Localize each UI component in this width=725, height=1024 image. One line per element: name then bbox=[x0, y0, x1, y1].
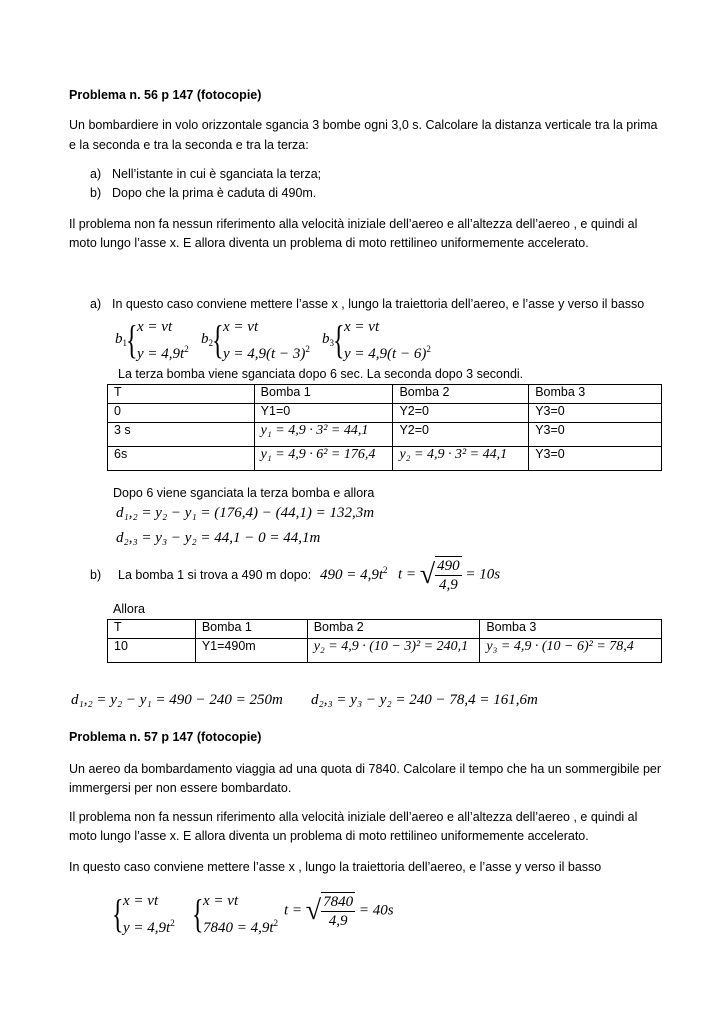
table-cell: Y2=0 bbox=[393, 423, 529, 447]
solution-b-marker: b) bbox=[90, 568, 102, 582]
system-b2-x: x = vt bbox=[223, 319, 259, 335]
final-equation-d23: d₂,₃ = y₃ − y₂ = 240 − 78,4 = 161,6m bbox=[311, 692, 538, 708]
equation-490: $490 = 4,9t^2$ bbox=[320, 565, 388, 583]
system-b1-x: x = vt bbox=[137, 319, 173, 335]
sqrt-icon: √ bbox=[419, 559, 436, 590]
table-bombe-1 bbox=[107, 384, 662, 471]
table-header-t: T bbox=[108, 385, 255, 404]
table-cell: Y3=0 bbox=[529, 404, 662, 423]
table-cell: 6s bbox=[108, 447, 255, 471]
equation-t-sqrt-490: t = √ $\frac{490}{4,9}$ = 10s bbox=[398, 558, 501, 593]
list-item-a: Nell’istante in cui è sganciata la terza; bbox=[112, 167, 322, 181]
system-b2-y: $y = 4,9(t - 3)^2$ bbox=[223, 344, 310, 362]
dopo6-text: Dopo 6 viene sganciata la terza bomba e allora bbox=[113, 486, 375, 500]
table-bombe-2 bbox=[107, 619, 662, 663]
table-cell: y₂ = 4,9 · (10 − 3)² = 240,1 bbox=[307, 639, 480, 663]
system-b2 bbox=[223, 316, 310, 360]
table-cell: 10 bbox=[108, 639, 196, 663]
table-cell: Y3=0 bbox=[529, 423, 662, 447]
table-header-bomba1: Bomba 1 bbox=[254, 385, 393, 404]
system-57b bbox=[203, 890, 278, 934]
note-line1: Il problema non fa nessun riferimento alla velocità iniziale dell’aereo e all’altezza dell’aereo , e quindi al bbox=[69, 217, 638, 231]
terza-bomba-text: La terza bomba viene sganciata dopo 6 sec. La seconda dopo 3 secondi. bbox=[118, 367, 524, 381]
system-b3-y: $y = 4,9(t - 6)^2$ bbox=[344, 344, 431, 362]
table-cell: Y3=0 bbox=[529, 447, 662, 471]
system-b3-brace: { bbox=[333, 317, 345, 362]
problem-56-text-line1: Un bombardiere in volo orizzontale sgancia 3 bombe ogni 3,0 s. Calcolare la distanza verticale tra la prima bbox=[69, 118, 658, 132]
table-cell: y₃ = 4,9 · (10 − 6)² = 78,4 bbox=[480, 639, 662, 663]
table-row bbox=[108, 423, 662, 447]
equation-d23: d₂,₃ = y₃ − y₂ = 44,1 − 0 = 44,1m bbox=[116, 530, 321, 546]
table-cell: Y1=0 bbox=[254, 404, 393, 423]
allora-text: Allora bbox=[113, 602, 145, 616]
system-57a-brace: { bbox=[112, 891, 124, 936]
table-row bbox=[108, 447, 662, 471]
solution-a-marker: a) bbox=[90, 297, 102, 311]
equation-t-sqrt-7840: t = √ $\frac{7840}{4,9}$ = 40s bbox=[284, 894, 394, 929]
system-b2-label: $b_2$ bbox=[201, 331, 213, 348]
system-b3-x: x = vt bbox=[344, 319, 380, 335]
list-marker-b: b) bbox=[90, 186, 102, 200]
table-cell: y₁ = 4,9 · 6² = 176,4 bbox=[254, 447, 393, 471]
table-row bbox=[108, 620, 662, 639]
note-line2: moto lungo l’asse x. E allora diventa un problema di moto rettilineo uniformemente accelerato. bbox=[69, 236, 589, 250]
table-row bbox=[108, 385, 662, 404]
system-b1-label: $b_1$ bbox=[115, 331, 127, 348]
table-row bbox=[108, 639, 662, 663]
system-b1-brace: { bbox=[126, 317, 138, 362]
table-cell: y₁ = 4,9 · 3² = 44,1 bbox=[254, 423, 393, 447]
system-57a-y: $y = 4,9t^2$ bbox=[123, 918, 175, 936]
problem-57-note-line1: Il problema non fa nessun riferimento alla velocità iniziale dell’aereo e all’altezza dell’aereo , e quindi al bbox=[69, 810, 638, 824]
table-cell: Y1=490m bbox=[195, 639, 307, 663]
table-cell: Y2=0 bbox=[393, 404, 529, 423]
system-57b-x: x = vt bbox=[203, 893, 239, 909]
problem-57-text-line1: Un aereo da bombardamento viaggia ad una quota di 7840. Calcolare il tempo che ha un sommergibile per bbox=[69, 762, 662, 776]
table-header-bomba2: Bomba 2 bbox=[307, 620, 480, 639]
system-b3-label: $b_3$ bbox=[322, 331, 334, 348]
sqrt-icon: √ bbox=[305, 895, 322, 926]
system-57a-x: x = vt bbox=[123, 893, 159, 909]
table-row bbox=[108, 404, 662, 423]
problem-57-note-line2: moto lungo l’asse x. E allora diventa un problema di moto rettilineo uniformemente accelerato. bbox=[69, 829, 589, 843]
problem-56-title: Problema n. 56 p 147 (fotocopie) bbox=[69, 88, 262, 102]
system-b3 bbox=[344, 316, 431, 360]
problem-56-text-line2: e la seconda e tra la seconda e tra la terza: bbox=[69, 138, 309, 152]
solution-b-text: La bomba 1 si trova a 490 m dopo: bbox=[118, 568, 312, 582]
table-header-bomba2: Bomba 2 bbox=[393, 385, 529, 404]
table-header-bomba1: Bomba 1 bbox=[195, 620, 307, 639]
problem-57-axis-text: In questo caso conviene mettere l’asse x , lungo la traiettoria dell’aereo, e l’asse y verso il basso bbox=[69, 860, 602, 874]
solution-a-text: In questo caso conviene mettere l’asse x , lungo la traiettoria dell’aereo, e l’asse y verso il basso bbox=[112, 297, 645, 311]
final-equation-d12: d₁,₂ = y₂ − y₁ = 490 − 240 = 250m bbox=[71, 692, 283, 708]
list-item-b: Dopo che la prima è caduta di 490m. bbox=[112, 186, 317, 200]
table-cell: y₂ = 4,9 · 3² = 44,1 bbox=[393, 447, 529, 471]
problem-57-text-line2: immergersi per non essere bombardato. bbox=[69, 781, 292, 795]
system-57b-brace: { bbox=[192, 891, 204, 936]
list-marker-a: a) bbox=[90, 167, 102, 181]
table-cell: 0 bbox=[108, 404, 255, 423]
system-57b-y: $7840 = 4,9t^2$ bbox=[203, 918, 279, 936]
system-b1 bbox=[137, 316, 189, 360]
table-header-bomba3: Bomba 3 bbox=[529, 385, 662, 404]
system-57a bbox=[123, 890, 175, 934]
problem-57-title: Problema n. 57 p 147 (fotocopie) bbox=[69, 730, 262, 744]
equation-d12: d₁,₂ = y₂ − y₁ = (176,4) − (44,1) = 132,3m bbox=[116, 505, 375, 521]
system-b2-brace: { bbox=[212, 317, 224, 362]
system-b1-y: $y = 4,9t^2$ bbox=[137, 344, 189, 362]
table-cell: 3 s bbox=[108, 423, 255, 447]
table-header-t: T bbox=[108, 620, 196, 639]
table-header-bomba3: Bomba 3 bbox=[480, 620, 662, 639]
